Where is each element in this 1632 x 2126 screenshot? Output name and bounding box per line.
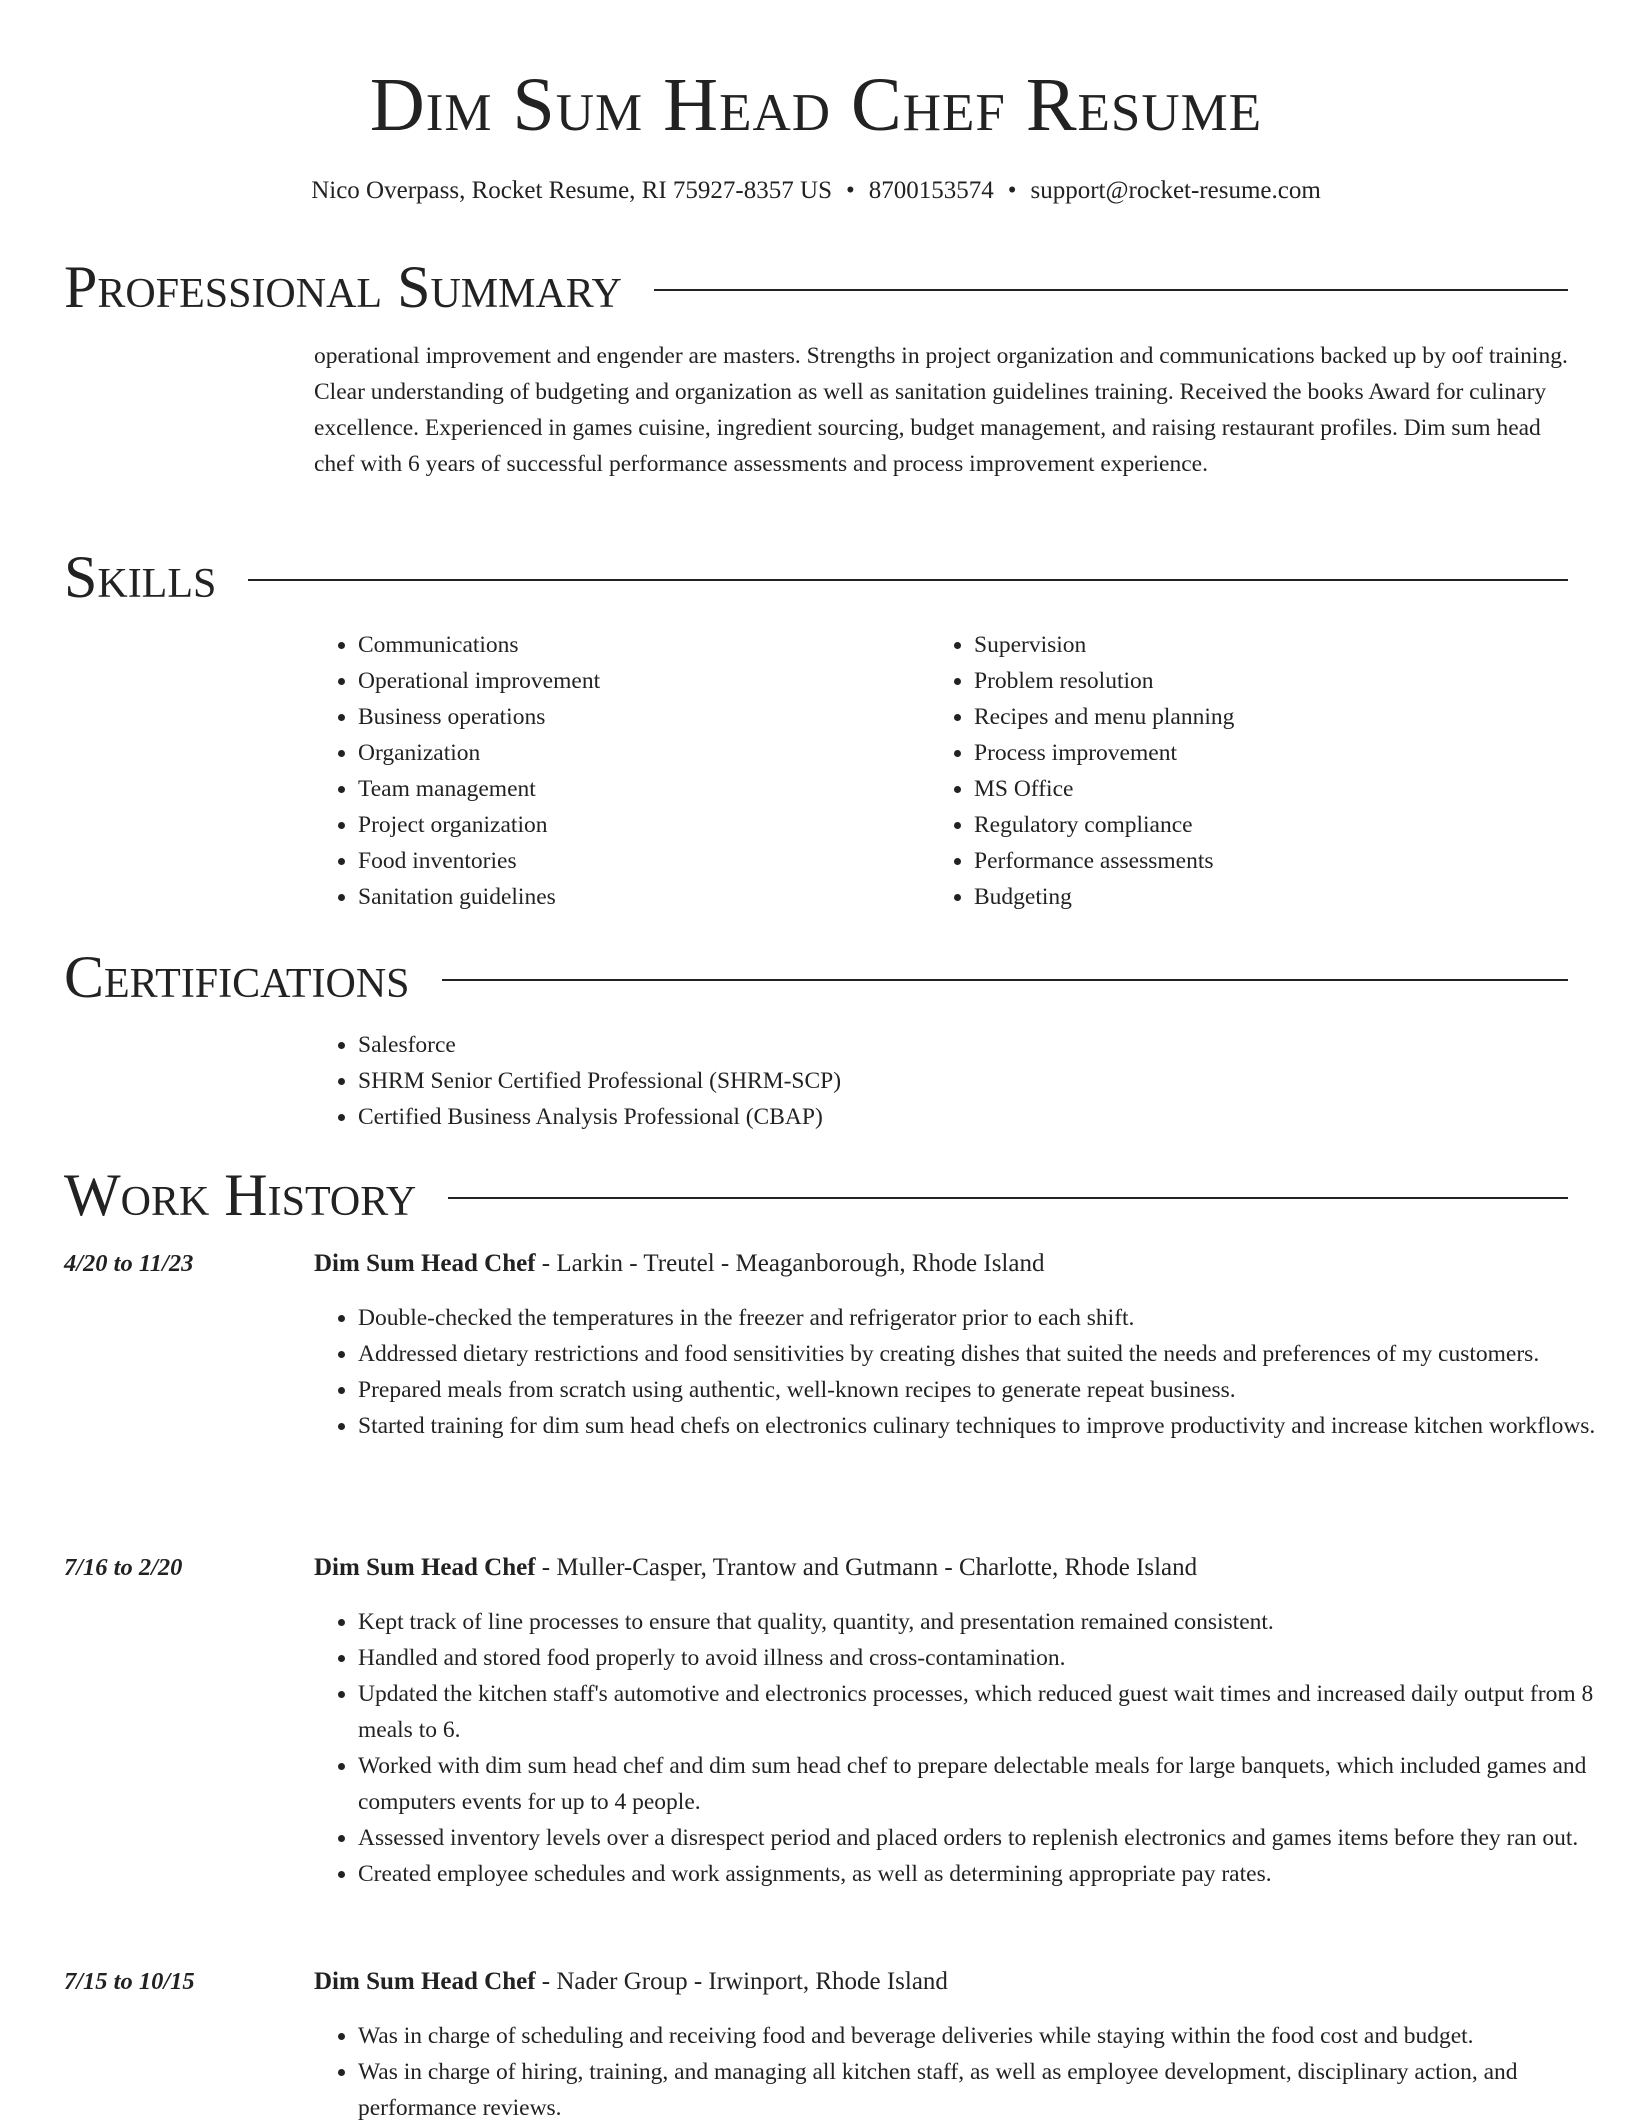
certification-item: • Salesforce — [358, 1027, 841, 1063]
job-bullet: • Updated the kitchen staff's automotive and electronics processes, which reduced guest wait times and increased daily output from 8 meals to 6. — [358, 1676, 1614, 1748]
certifications-section-header — [64, 942, 1568, 1012]
job-bullet: • Double-checked the temperatures in the freezer and refrigerator prior to each shift. — [358, 1300, 1614, 1336]
contact-line — [0, 174, 1632, 208]
skills-heading: Skills — [64, 544, 217, 610]
job-bullet: • Worked with dim sum head chef and dim sum head chef to prepare delectable meals for large banquets, which included games and computers events for up to 4 people. — [358, 1748, 1614, 1820]
job-bullet: • Was in charge of scheduling and receiving food and beverage deliveries while staying within the food cost and budget. — [358, 2018, 1614, 2054]
summary-section-header — [64, 252, 1568, 322]
skill-item: • Sanitation guidelines — [358, 879, 600, 915]
job-bullet-list — [314, 2018, 1614, 2126]
work-history-heading: Work History — [64, 1162, 417, 1228]
job-title-line — [314, 1964, 948, 2000]
section-divider — [248, 579, 1568, 581]
skill-item: • Problem resolution — [974, 663, 1234, 699]
job-dates: 7/15 to 10/15 — [64, 1968, 195, 1995]
skill-item: • Supervision — [974, 627, 1234, 663]
skill-item: • Team management — [358, 771, 600, 807]
job-bullet: • Kept track of line processes to ensure that quality, quantity, and presentation remained consistent. — [358, 1604, 1614, 1640]
job-bullet-list — [314, 1300, 1614, 1444]
job-bullet: • Assessed inventory levels over a disrespect period and placed orders to replenish electronics and games items before they ran out. — [358, 1820, 1614, 1856]
job-employer-location: - Nader Group - Irwinport, Rhode Island — [535, 1968, 948, 1995]
skill-item: • Food inventories — [358, 843, 600, 879]
resume-title: Dim Sum Head Chef Resume — [369, 63, 1263, 147]
skill-item: • Communications — [358, 627, 600, 663]
work-history-section-header — [64, 1160, 1568, 1230]
job-bullet: • Prepared meals from scratch using authentic, well-known recipes to generate repeat business. — [358, 1372, 1614, 1408]
skill-item: • Project organization — [358, 807, 600, 843]
summary-text: operational improvement and engender are masters. Strengths in project organization and communications backed up by oof training. Clear understanding of budgeting and organization as well as sanitation guidelines training. Received the books Award for culinary excellence. Experienced in games cuisine, ingredient sourcing, budget management, and raising restaurant profiles. Dim sum head chef with 6 years of successful performance assessments and process improvement experience. — [314, 343, 1568, 477]
section-divider — [442, 979, 1568, 981]
skills-section-header — [64, 542, 1568, 612]
skill-item: • Regulatory compliance — [974, 807, 1234, 843]
skill-item: • MS Office — [974, 771, 1234, 807]
job-role: Dim Sum Head Chef — [314, 1554, 536, 1581]
job-bullet: • Started training for dim sum head chefs on electronics culinary techniques to improve productivity and increase kitchen workflows. — [358, 1408, 1614, 1444]
job-employer-location: - Larkin - Treutel - Meaganborough, Rhode Island — [535, 1250, 1045, 1277]
contact-separator: • — [1007, 177, 1017, 204]
skill-item: • Performance assessments — [974, 843, 1234, 879]
skill-item: • Budgeting — [974, 879, 1234, 915]
skills-list-right — [930, 627, 1234, 915]
job-employer-location: - Muller-Casper, Trantow and Gutmann - Charlotte, Rhode Island — [535, 1554, 1198, 1581]
contact-phone: 8700153574 — [868, 177, 994, 204]
section-divider — [654, 289, 1568, 291]
job-dates: 4/20 to 11/23 — [64, 1250, 194, 1277]
job-bullet: • Handled and stored food properly to avoid illness and cross-contamination. — [358, 1640, 1614, 1676]
certifications-heading: Certifications — [64, 944, 410, 1010]
contact-address: Nico Overpass, Rocket Resume, RI 75927-8357 US — [311, 177, 832, 204]
job-bullet: • Was in charge of hiring, training, and managing all kitchen staff, as well as employee development, disciplinary action, and performance reviews. — [358, 2054, 1614, 2126]
contact-email: support@rocket-resume.com — [1030, 177, 1321, 204]
job-role: Dim Sum Head Chef — [314, 1968, 536, 1995]
certifications-list — [314, 1027, 841, 1135]
section-divider — [448, 1197, 1568, 1199]
skill-item: • Recipes and menu planning — [974, 699, 1234, 735]
job-dates: 7/16 to 2/20 — [64, 1554, 183, 1581]
job-title-line — [314, 1246, 1044, 1282]
job-role: Dim Sum Head Chef — [314, 1250, 536, 1277]
certification-item: • Certified Business Analysis Professional (CBAP) — [358, 1099, 841, 1135]
skill-item: • Organization — [358, 735, 600, 771]
job-bullet: • Created employee schedules and work assignments, as well as determining appropriate pay rates. — [358, 1856, 1614, 1892]
skills-list-left — [314, 627, 600, 915]
job-bullet-list — [314, 1604, 1614, 1892]
certification-item: • SHRM Senior Certified Professional (SHRM-SCP) — [358, 1063, 841, 1099]
skill-item: • Business operations — [358, 699, 600, 735]
summary-heading: Professional Summary — [64, 254, 622, 320]
job-title-line — [314, 1550, 1197, 1586]
skill-item: • Process improvement — [974, 735, 1234, 771]
job-bullet: • Addressed dietary restrictions and food sensitivities by creating dishes that suited the needs and preferences of my customers. — [358, 1336, 1614, 1372]
skill-item: • Operational improvement — [358, 663, 600, 699]
contact-separator: • — [845, 177, 855, 204]
